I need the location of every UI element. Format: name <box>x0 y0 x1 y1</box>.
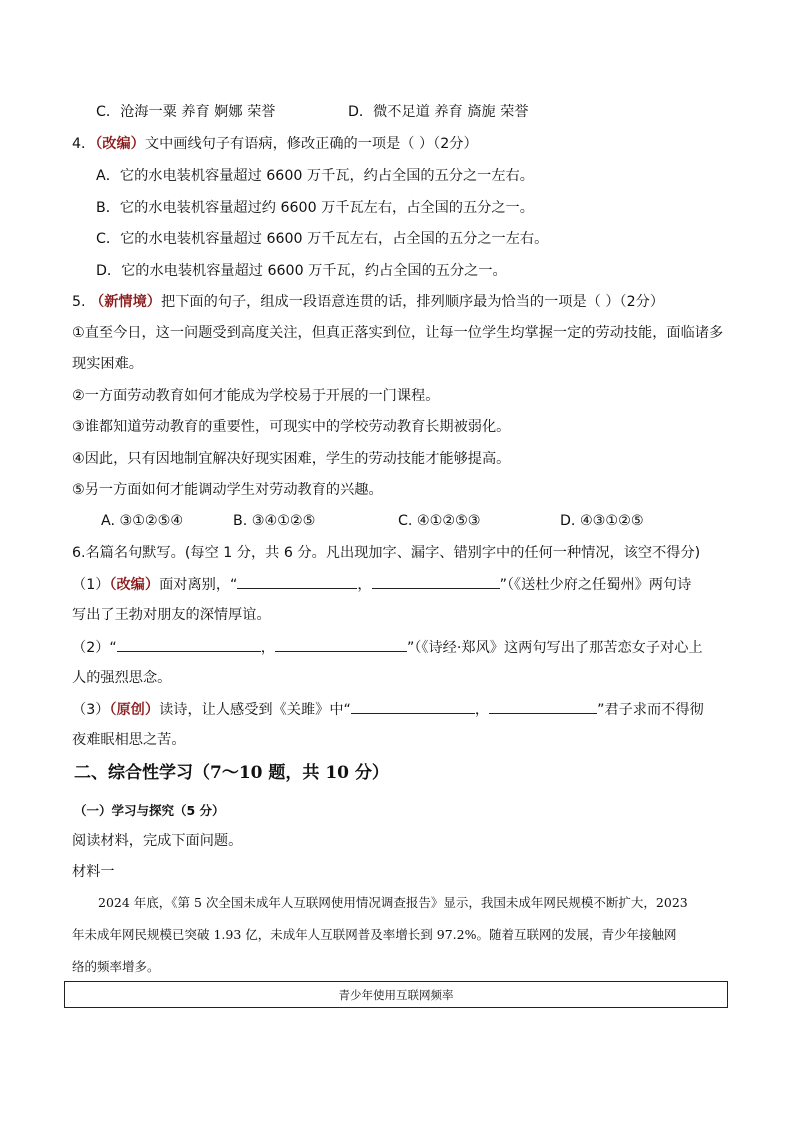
q5-sentence-5: ⑤另一方面如何才能调动学生对劳动教育的兴趣。 <box>72 482 383 498</box>
q6-part2-cont: 人的强烈思念。 <box>72 670 172 686</box>
q5-sentence-1b: 现实困难。 <box>72 356 143 372</box>
section-2-instructions: 阅读材料，完成下面问题。 <box>72 833 243 849</box>
q6-p2-blank-1[interactable] <box>117 637 261 652</box>
material-1-para-a: 2024 年底，《第 5 次全国未成年人互联网使用情况调查报告》显示，我国未成年网民规模不断扩大，2023 <box>98 895 688 910</box>
q5-option-c: C. ④①②⑤③ <box>398 513 481 529</box>
q5-sentence-4: ④因此，只有因地制宜解决好现实困难，学生的劳动技能才能够提高。 <box>72 451 511 467</box>
q5-sentence-1a: ①直至今日，这一问题受到高度关注，但真正落实到位，让每一位学生均掌握一定的劳动技能，面临诸多 <box>72 325 724 341</box>
q6-p3-blank-2[interactable] <box>489 699 597 714</box>
q5-sentence-2: ②一方面劳动教育如何才能成为学校易于开展的一门课程。 <box>72 388 440 404</box>
q4-option-d: D．它的水电装机容量超过 6600 万千瓦，约占全国的五分之一。 <box>96 263 507 279</box>
q4-tag: （改编） <box>95 136 145 152</box>
q6-part3: （3）（原创）读诗，让人感受到《关雎》中“ ， ”君子求而不得彻 <box>72 699 728 720</box>
q5-sentence-3: ③谁都知道劳动教育的重要性，可现实中的学校劳动教育长期被弱化。 <box>72 419 511 435</box>
material-1-para-b: 年未成年网民规模已突破 1.93 亿，未成年人互联网普及率增长到 97.2%。随着互联网的发展，青少年接触网 <box>72 927 677 942</box>
section-2-heading: 二、综合性学习（7～10 题，共 10 分） <box>74 763 389 783</box>
q6-p1-blank-2[interactable] <box>372 574 500 589</box>
q6-p3-tag: （原创） <box>109 702 160 718</box>
q6-p2-blank-2[interactable] <box>275 637 407 652</box>
q4-stem: 4．（改编）文中画线句子有语病，修改正确的一项是（ ）（2分） <box>72 136 478 152</box>
q4-option-a: A．它的水电装机容量超过 6600 万千瓦，约占全国的五分之一左右。 <box>96 168 534 184</box>
q6-part3-cont: 夜难眠相思之苦。 <box>72 732 186 748</box>
material-1-label: 材料一 <box>72 864 115 880</box>
q4-option-c: C．它的水电装机容量超过 6600 万千瓦左右，占全国的五分之一左右。 <box>96 231 549 247</box>
q6-intro: 6.名篇名句默写。(每空 1 分，共 6 分。凡出现加字、漏字、错别字中的任何一种情况，该空不得分) <box>72 545 701 561</box>
q6-part1: （1）（改编）面对离别，“ ， ”（《送杜少府之任蜀州》两句诗 <box>72 574 728 595</box>
q5-stem: 5. （新情境）把下面的句子，组成一段语意连贯的话，排列顺序最为恰当的一项是（ ）（2分） <box>72 294 665 310</box>
q5-option-b: B. ③④①②⑤ <box>233 513 316 529</box>
material-1-para-c: 络的频率增多。 <box>72 959 160 974</box>
q6-p1-tag: （改编） <box>109 577 160 593</box>
q6-p3-blank-1[interactable] <box>351 699 475 714</box>
q5-tag: （新情境） <box>90 294 161 310</box>
q5-option-a: A. ③①②⑤④ <box>101 513 184 529</box>
q3-options-row <box>96 102 728 122</box>
section-2-subheading: （一）学习与探究（5 分） <box>74 803 225 818</box>
table-title-box <box>64 981 728 1008</box>
q6-part2: （2）“ ， ”（《诗经·郑风》这两句写出了那苦恋女子对心上 <box>72 637 728 658</box>
q3-option-d: D．微不足道 养育 旖旎 荣誉 <box>348 104 529 120</box>
q6-part1-cont: 写出了王勃对朋友的深情厚谊。 <box>72 607 271 623</box>
q6-p1-blank-1[interactable] <box>237 574 357 589</box>
q4-option-b: B．它的水电装机容量超过约 6600 万千瓦左右，占全国的五分之一。 <box>96 200 534 216</box>
table-title: 青少年使用互联网频率 <box>338 987 454 1002</box>
q5-option-d: D. ④③①②⑤ <box>560 513 644 529</box>
q3-option-c: C．沧海一粟 养育 婀娜 荣誉 <box>96 104 276 120</box>
